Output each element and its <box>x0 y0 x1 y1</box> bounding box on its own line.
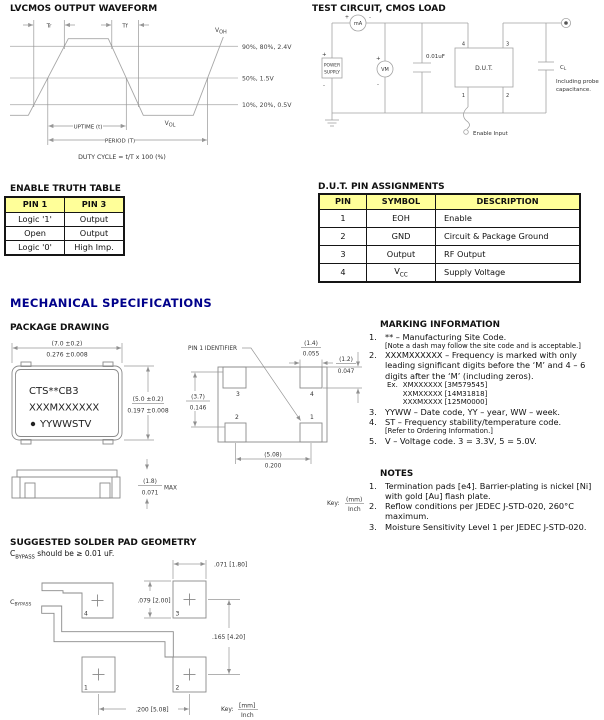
cbypass-label: $C_{BYPASS}$ <box>10 598 32 608</box>
pad-w-in: 0.055 <box>302 351 320 358</box>
solder-pad-label-2: 2 <box>175 684 180 692</box>
dim-pad-w: .071 [1.80] <box>214 561 248 569</box>
dim-horizontal: .200 [5.08] <box>135 706 169 714</box>
list-item: 3. Moisture Sensitivity Level 1 per JEDEC J-STD-020. <box>369 521 587 532</box>
ps-plus: + <box>322 52 327 58</box>
key-label: Key: <box>327 500 340 507</box>
package-bottom-view <box>218 367 327 442</box>
table-header-row: PIN SYMBOL DESCRIPTION <box>319 194 580 210</box>
waveform-title: LVCMOS OUTPUT WAVEFORM <box>10 4 158 14</box>
period-label: PERIOD (T) <box>104 138 136 145</box>
reference-levels <box>10 46 238 104</box>
list-item: 2. XXXMXXXXXX – Frequency is marked with only leading significant digits before the ‘M’ and 4 – 6 digits after the ‘M’ (including zeros). Ex. XMXXXXXX [3M579545] XXMXXXXX [14M31818] XXXMXXXX [125M0000] <box>368 350 604 407</box>
ps-minus: - <box>323 82 325 89</box>
table-row: 2 GND Circuit & Package Ground <box>319 228 580 246</box>
solder-pad-label-4: 4 <box>84 610 88 618</box>
level-high-label: 90%, 80%, 2.4V <box>242 43 292 51</box>
power-supply-label2: SUPPLY <box>324 70 340 76</box>
dut-pin3: 3 <box>506 41 510 48</box>
pad-label-4: 4 <box>310 391 314 398</box>
solder-pad-title: SUGGESTED SOLDER PAD GEOMETRY <box>10 538 197 548</box>
table-row: 4 $V_{CC}$ Supply Voltage <box>319 264 580 283</box>
list-item: 3. YYWW – Date code, YY – year, WW – week. <box>369 407 560 417</box>
bypass-trace-shape <box>42 606 174 657</box>
tr-label: Tr <box>46 23 52 30</box>
key-mm: (mm) <box>346 496 363 504</box>
marking-information-block <box>368 320 604 446</box>
dut-pin-table <box>318 193 581 283</box>
height-mm: (5.0 ±0.2) <box>132 396 164 403</box>
pin1-leader-line <box>242 348 301 421</box>
list-item: 4. ST – Frequency stability/temperature code. [Refer to Ordering Information.] <box>368 417 604 435</box>
truth-header-pin1: PIN 1 <box>5 197 65 213</box>
pad-h-mm: (1.2) <box>339 357 353 363</box>
pad-width-dim <box>173 560 206 579</box>
thickness-mm: (1.8) <box>143 479 157 485</box>
pad-w-mm: (1.4) <box>304 341 318 347</box>
list-item: 1. Termination pads [e4]. Barrier-plating is nickel [Ni] with gold [Au] flash plate. <box>369 480 592 502</box>
marking-dot <box>31 422 35 426</box>
solder-pad-diagram <box>8 558 298 720</box>
vm-minus: - <box>377 82 379 88</box>
voltmeter-label: VM <box>381 67 389 73</box>
load-capacitor-symbol <box>538 62 554 70</box>
mechanical-specs-title: MECHANICAL SPECIFICATIONS <box>10 296 213 310</box>
notes-title: NOTES <box>380 469 414 479</box>
vm-plus: + <box>376 56 381 62</box>
dut-pin4: 4 <box>461 41 465 48</box>
table-row: Logic '1' Output <box>5 213 124 227</box>
pad-label-2: 2 <box>235 414 239 421</box>
marking-note: [Note a dash may follow the site code and is acceptable.] <box>385 342 581 351</box>
vol-label: $V_{OL}$ <box>164 120 176 129</box>
pitch-in: 0.200 <box>264 463 282 470</box>
dut-pin1: 1 <box>461 93 465 99</box>
level-low-label: 10%, 20%, 0.5V <box>242 102 292 110</box>
thickness-in: 0.071 <box>141 490 159 497</box>
dut-pin2: 2 <box>506 93 510 99</box>
package-side-view <box>12 470 120 498</box>
uptime-dimension <box>48 78 127 145</box>
waveform-trace <box>10 37 223 115</box>
period-dimension <box>49 78 208 145</box>
row-mm: (3.7) <box>191 394 205 401</box>
dim-pad-h: .079 [2.00] <box>137 597 171 605</box>
list-item: 5. V – Voltage code. 3 = 3.3V, 5 = 5.0V. <box>369 435 537 446</box>
bypass-capacitor-symbol <box>413 63 431 72</box>
enable-truth-table <box>4 196 125 256</box>
width-in: 0.276 ±0.008 <box>46 351 88 359</box>
dut-label: D.U.T. <box>475 65 493 72</box>
marking-line3: YYWWSTV <box>40 419 92 430</box>
tf-label: Tf <box>122 23 128 30</box>
voh-label: $V_{OH}$ <box>215 27 227 36</box>
solder-pad-label-3: 3 <box>175 610 180 618</box>
height-dimension <box>124 366 164 440</box>
table-row: Logic '0' High Imp. <box>5 241 124 256</box>
key-mm: [mm] <box>239 702 256 710</box>
power-supply-label1: POWER <box>323 63 341 69</box>
rise-fall-markers <box>23 20 149 107</box>
test-circuit-title: TEST CIRCUIT, CMOS LOAD <box>312 4 446 14</box>
level-mid-label: 50%, 1.5V <box>242 75 274 83</box>
table-row: 3 Output RF Output <box>319 246 580 264</box>
marking-title: MARKING INFORMATION <box>380 320 500 330</box>
table-row: 1 EOH Enable <box>319 210 580 228</box>
marking-line1: CTS**CB3 <box>29 386 79 397</box>
cl-label: $C_L$ <box>560 65 567 72</box>
lvcmos-waveform-diagram <box>10 18 302 170</box>
cl-note-line2: capacitance. <box>556 87 591 93</box>
solder-pad-subtitle: $C_{BYPASS}$ should be ≥ 0.01 uF. <box>10 549 115 561</box>
notes-block <box>368 469 604 532</box>
key-inch: Inch <box>348 506 361 513</box>
cl-note-line1: Including probe <box>556 79 599 85</box>
pad-label-3: 3 <box>236 391 240 398</box>
width-mm: (7.0 ±0.2) <box>51 340 83 348</box>
ground-symbol <box>325 113 339 126</box>
row-in: 0.146 <box>189 405 207 412</box>
pad-h-in: 0.047 <box>337 369 355 375</box>
enable-input-label: Enable Input <box>473 131 508 137</box>
marking-line2: XXXMXXXXXX <box>29 402 100 414</box>
list-item: 2. Reflow conditions per JEDEC J-STD-020, 260°C maximum. <box>369 501 574 522</box>
dim-vertical: .165 [4.20] <box>212 634 246 641</box>
key-label: Key: <box>221 706 234 713</box>
package-drawing-diagram <box>10 335 370 517</box>
marking-examples: Ex. XMXXXXXX [3M579545] XXMXXXXX [14M31818] XXXMXXXX [125M0000] <box>387 380 488 407</box>
pitch-mm: (5.08) <box>264 452 282 459</box>
uptime-label: UPTIME (t) <box>73 124 103 131</box>
list-item: 1. ** – Manufacturing Site Code. [Note a dash may follow the site code and is acceptable.] <box>368 332 604 350</box>
truth-table-title: ENABLE TRUTH TABLE <box>10 184 121 194</box>
table-header-row <box>5 197 124 213</box>
polarity-minus: - <box>369 14 371 21</box>
height-in: 0.197 ±0.008 <box>127 407 169 415</box>
wires <box>332 23 561 113</box>
test-circuit-diagram <box>310 14 604 160</box>
pin1-identifier-label: PIN 1 IDENTIFIER <box>188 346 238 352</box>
table-row: Open Output <box>5 227 124 241</box>
pin-table-title: D.U.T. PIN ASSIGNMENTS <box>318 182 445 192</box>
ammeter-label: mA <box>353 21 363 27</box>
marking-note: [Refer to Ordering Information.] <box>385 427 493 436</box>
output-connector-symbol <box>561 18 570 27</box>
pad-label-1: 1 <box>310 414 314 421</box>
thickness-max: MAX <box>164 485 177 492</box>
bypass-cap-value: 0.01uF <box>426 54 445 60</box>
polarity-plus: + <box>344 14 350 21</box>
key-inch: Inch <box>241 712 254 719</box>
package-drawing-title: PACKAGE DRAWING <box>10 323 110 333</box>
truth-header-pin3: PIN 3 <box>65 197 125 213</box>
solder-pad-label-1: 1 <box>84 684 88 692</box>
duty-cycle-formula: DUTY CYCLE = t/T x 100 (%) <box>78 154 166 161</box>
